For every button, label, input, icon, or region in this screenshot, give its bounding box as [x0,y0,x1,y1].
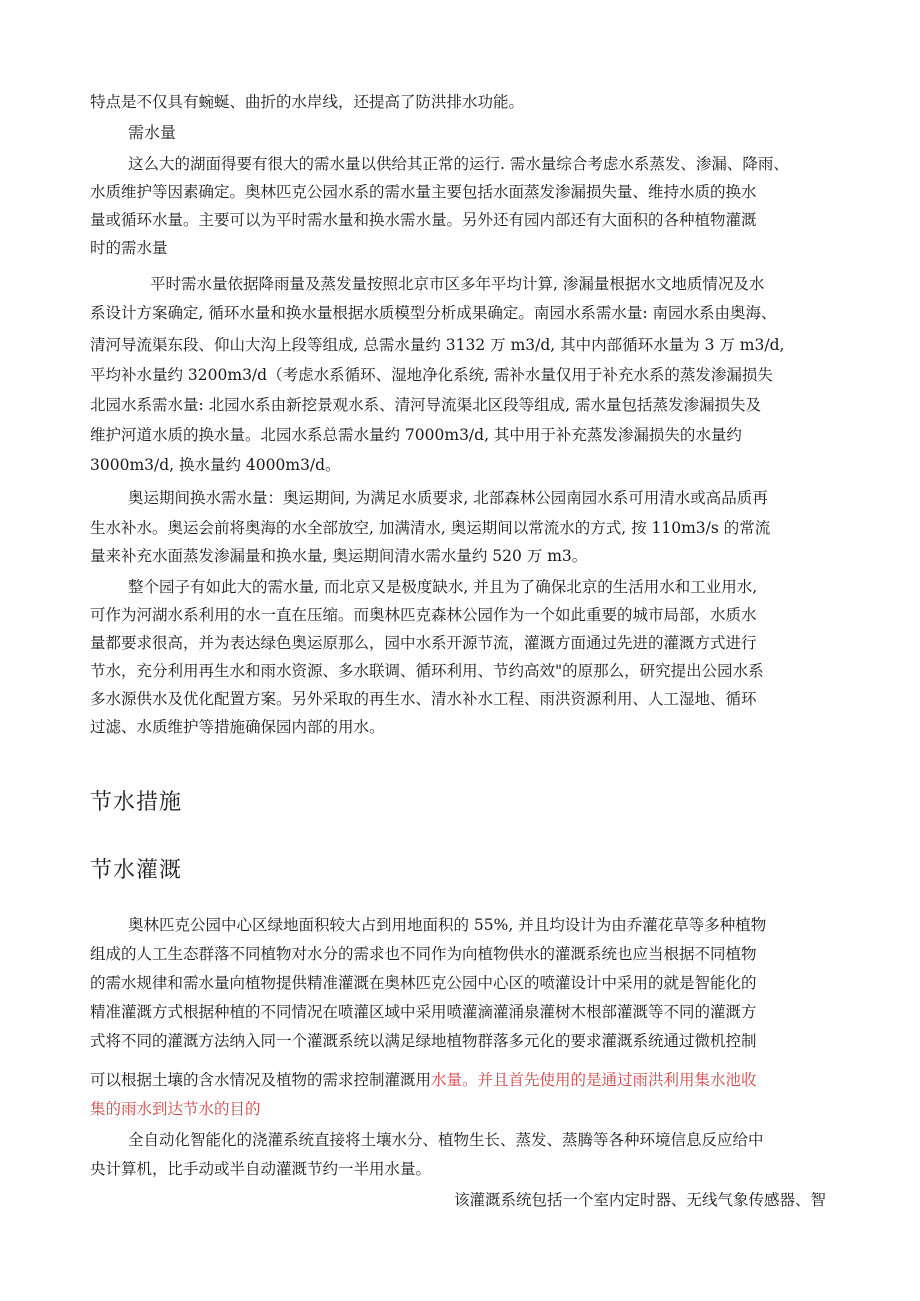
paragraph-line: 组成的人工生态群落不同植物对水分的需求也不同作为向植物供水的灌溉系统也应当根据不同植物 [90,945,757,963]
paragraph-line: 水质维护等因素确定。奥林匹克公园水系的需水量主要包括水面蒸发渗漏损失量、维持水质的换水 [90,183,757,201]
paragraph-line: 的需水规律和需水量向植物提供精准灌溉在奥林匹克公园中心区的喷灌设计中采用的就是智能化的 [90,974,757,992]
paragraph-line: 整个园子有如此大的需水量, 而北京又是极度缺水, 并且为了确保北京的生活用水和工业用水, [128,578,758,596]
paragraph-line: 量来补充水面蒸发渗漏量和换水量, 奥运期间清水需水量约 520 万 m3。 [90,547,588,565]
paragraph-line: 特点是不仅具有蜿蜒、曲折的水岸线，还提高了防洪排水功能。 [90,93,525,111]
paragraph-line: 清河导流渠东段、仰山大沟上段等组成, 总需水量约 3132 万 m3/d, 其中内部循环水量为 3 万 m3/d, [90,336,785,354]
section-title-water-saving-measures: 节水措施 [90,790,183,815]
paragraph-line: 过滤、水质维护等措施确保园内部的用水。 [90,718,385,736]
subheading-water-demand: 需水量 [128,123,177,142]
paragraph-line-mixed [90,1068,757,1092]
paragraph-line: 3000m3/d, 换水量约 4000m3/d。 [90,456,341,474]
highlighted-paragraph-line: 集的雨水到达节水的目的 [90,1100,261,1118]
paragraph-line: 时的需水量 [90,239,168,257]
paragraph-line: 精准灌溉方式根据种植的不同情况在喷灌区域中采用喷灌滴灌涌泉灌树木根部灌溉等不同的灌溉方 [90,1003,757,1021]
paragraph-line: 生水补水。奥运会前将奥海的水全部放空, 加满清水, 奥运期间以常流水的方式, 按 110m3/s 的常流 [90,519,771,537]
paragraph-line: 这么大的湖面得要有很大的需水量以供给其正常的运行. 需水量综合考虑水系蒸发、渗漏、降雨、 [128,155,789,173]
paragraph-line: 平时需水量依据降雨量及蒸发量按照北京市区多年平均计算, 渗漏量根据水文地质情况及水 [150,275,765,293]
paragraph-line: 维护河道水质的换水量。北园水系总需水量约 7000m3/d, 其中用于补充蒸发渗漏损失的水量约 [90,426,742,444]
paragraph-line: 全自动化智能化的浇灌系统直接将土壤水分、植物生长、蒸发、蒸腾等各种环境信息反应给中 [128,1131,764,1149]
text-run: 可以根据土壤的含水情况及植物的需求控制灌溉用 [90,1071,432,1089]
paragraph-line: 奥运期间换水需水量：奥运期间, 为满足水质要求, 北部森林公园南园水系可用清水或高品质再 [128,489,768,507]
paragraph-line: 奥林匹克公园中心区绿地面积较大占到用地面积的 55%, 并且均设计为由乔灌花草等多种植物 [128,916,767,934]
paragraph-line: 该灌溉系统包括一个室内定时器、无线气象传感器、智 [453,1191,826,1209]
paragraph-line: 系设计方案确定, 循环水量和换水量根据水质模型分析成果确定。南园水系需水量: 南园水系由奥海、 [90,304,777,322]
highlighted-text-run: 水量。并且首先使用的是通过雨洪利用集水池收 [431,1071,757,1089]
paragraph-line: 式将不同的灌溉方法纳入同一个灌溉系统以满足绿地植物群落多元化的要求灌溉系统通过微机控制 [90,1032,757,1050]
paragraph-line: 量都要求很高，并为表达绿色奥运原那么，园中水系开源节流，灌溉方面通过先进的灌溉方式进行 [90,634,757,652]
section-title-water-saving-irrigation: 节水灌溉 [90,858,183,883]
paragraph-line: 可作为河湖水系利用的水一直在压缩。而奥林匹克森林公园作为一个如此重要的城市局部，水质水 [90,606,757,624]
paragraph-line: 多水源供水及优化配置方案。另外采取的再生水、清水补水工程、雨洪资源利用、人工湿地、循环 [90,690,757,708]
paragraph-line: 平均补水量约 3200m3/d（考虑水系循环、湿地净化系统, 需补水量仅用于补充水系的蒸发渗漏损失 [90,366,773,384]
paragraph-line: 北园水系需水量: 北园水系由新挖景观水系、清河导流渠北区段等组成, 需水量包括蒸发渗漏损失及 [90,396,762,414]
paragraph-line: 节水，充分利用再生水和雨水资源、多水联调、循环利用、节约高效"的原那么，研究提出公园水系 [90,662,764,680]
paragraph-line: 量或循环水量。主要可以为平时需水量和换水需水量。另外还有园内部还有大面积的各种植物灌溉 [90,211,757,229]
paragraph-line: 央计算机，比手动或半自动灌溉节约一半用水量。 [90,1160,432,1178]
